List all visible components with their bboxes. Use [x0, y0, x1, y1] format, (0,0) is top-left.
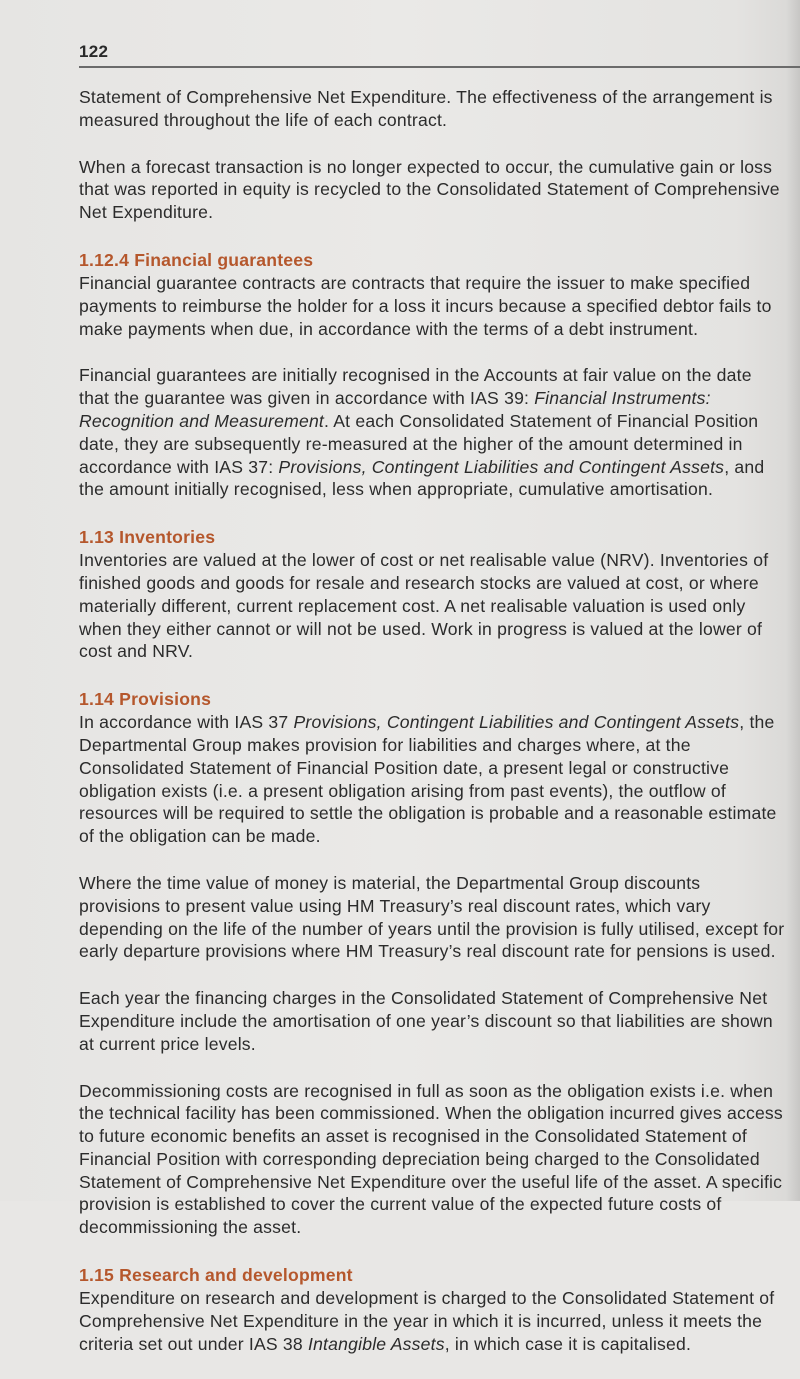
text-run: , the Departmental Group makes provision for liabilities and charges where, at the Consolidated Statement of Financial Position date, a present legal or constructive obligation exists (i.e. a present obligation arising from past events), the outflow of resources will be required to settle the obligation is probable and a reasonable estimate of the obligation can be made. — [79, 712, 777, 847]
paragraph-provisions-discounting: Where the time value of money is material, the Departmental Group discounts provisions to present value using HM Treasury’s real discount rates, which vary depending on the life of the number of years until the provision is fully utilised, except for early departure provisions where HM Treasury’s real discount rate for pensions is used. — [79, 872, 785, 962]
text-run: Expenditure on research and development is charged to the Consolidated Statement of Comprehensive Net Expenditure in the year in which it is incurred, unless it meets the criteria set out under IAS 38 — [79, 1288, 775, 1354]
heading-inventories: 1.13 Inventories — [79, 527, 216, 548]
italic-title: Financial Instruments: Recognition and Measurement — [79, 388, 711, 431]
page-edge-shadow — [786, 0, 800, 1201]
heading-provisions: 1.14 Provisions — [79, 689, 212, 710]
paragraph-financial-guarantees-definition: Financial guarantee contracts are contracts that require the issuer to make specified payments to reimburse the holder for a loss it incurs because a specified debtor fails to make payments when due, in accordance with the terms of a debt instrument. — [79, 272, 772, 339]
paragraph-inventories: Inventories are valued at the lower of cost or net realisable value (NRV). Inventories of finished goods and goods for resale and research stocks are valued at cost, or where materially different, current replacement cost. A net realisable valuation is used only when they either cannot or will not be used. Work in progress is valued at the lower of cost and NRV. — [79, 550, 769, 662]
italic-title: Provisions, Contingent Liabilities and Contingent Assets — [278, 456, 725, 477]
text-run: , and the amount initially recognised, less when appropriate, cumulative amortisation. — [79, 456, 765, 500]
page-number: 122 — [79, 42, 109, 61]
heading-financial-guarantees: 1.12.4 Financial guarantees — [79, 249, 314, 270]
paragraph-continuation: Statement of Comprehensive Net Expenditure. The effectiveness of the arrangement is measured throughout the life of each contract. — [79, 87, 773, 130]
italic-title: Provisions, Contingent Liabilities and Contingent Assets — [293, 712, 740, 733]
text-run: Financial guarantees are initially recognised in the Accounts at fair value on the date that the guarantee was given in accordance with IAS 39: — [79, 365, 752, 409]
page-content — [79, 86, 785, 1379]
text-run: In accordance with IAS 37 — [79, 712, 294, 733]
italic-title: Intangible Assets — [307, 1333, 445, 1354]
text-run: , in which case it is capitalised. — [444, 1333, 692, 1354]
text-run: . At each Consolidated Statement of Financial Position date, they are subsequently re-measured at the higher of the amount determined in accordance with IAS 37: — [79, 410, 759, 477]
paragraph-forecast-transaction: When a forecast transaction is no longer expected to occur, the cumulative gain or loss that was reported in equity is recycled to the Consolidated Statement of Comprehensive Net Expenditure. — [79, 156, 780, 223]
heading-research-development: 1.15 Research and development — [79, 1265, 353, 1286]
paragraph-provisions-decommissioning: Decommissioning costs are recognised in full as soon as the obligation exists i.e. when the technical facility has been commissioned. When the obligation incurred gives access to future economic benefits an asset is recognised in the Consolidated Statement of Financial Position with corresponding depreciation being charged to the Consolidated Statement of Comprehensive Net Expenditure over the useful life of the asset. A specific provision is established to cover the current value of the expected future costs of decommissioning the asset. — [79, 1080, 783, 1238]
paragraph-provisions-recognition — [79, 711, 785, 848]
paragraph-research-development — [79, 1287, 785, 1355]
paragraph-financial-guarantees-recognition — [79, 364, 785, 501]
header-rule — [79, 66, 800, 68]
paragraph-provisions-financing-charges: Each year the financing charges in the Consolidated Statement of Comprehensive Net Expenditure include the amortisation of one year’s discount so that liabilities are shown at current price levels. — [79, 988, 773, 1054]
